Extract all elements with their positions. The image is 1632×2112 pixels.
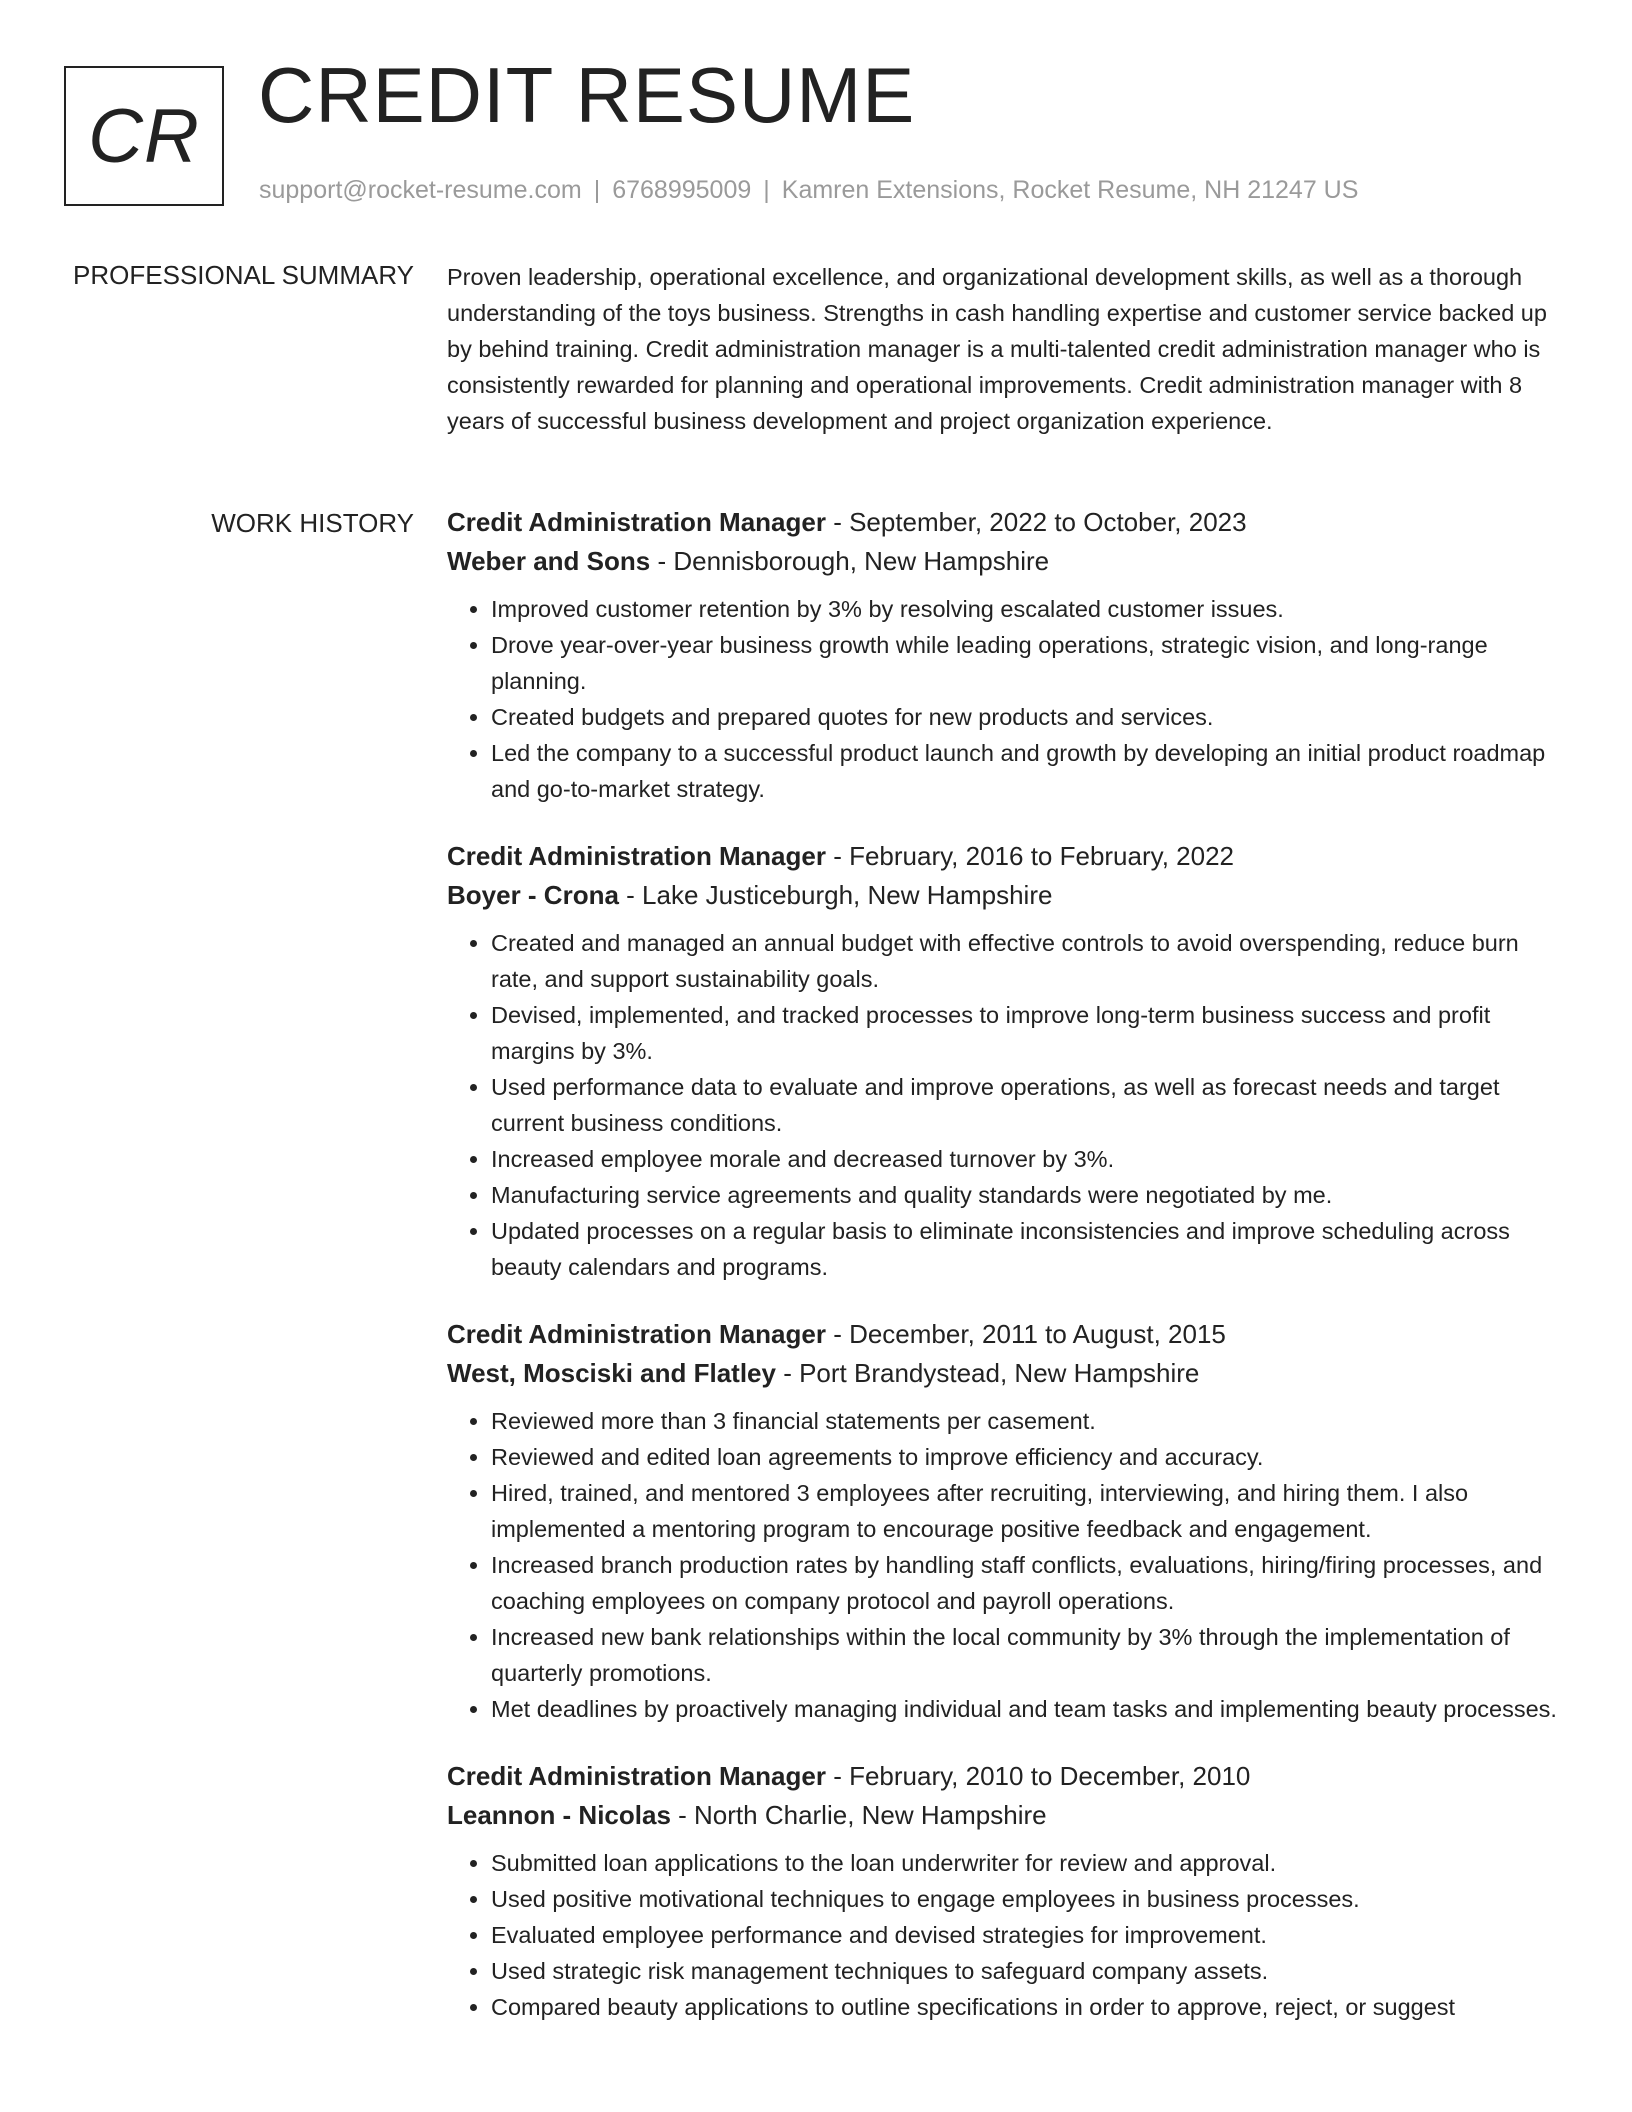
job-dates: - February, 2010 to December, 2010	[825, 1761, 1251, 1791]
job-bullet: • Reviewed more than 3 financial statements per casement.	[491, 1403, 1567, 1439]
contact-line	[259, 176, 1358, 205]
summary-heading: PROFESSIONAL SUMMARY	[73, 260, 414, 290]
resume-title: CREDIT RESUME	[258, 51, 916, 139]
job-bullet: • Compared beauty applications to outline specifications in order to approve, reject, or suggest	[491, 1989, 1567, 2025]
job-title: Credit Administration Manager	[447, 507, 826, 537]
job-company: Leannon - Nicolas	[447, 1800, 671, 1830]
job-entry	[447, 1757, 1567, 2025]
job-bullet-list	[447, 1845, 1567, 2025]
job-bullet: • Increased new bank relationships within the local community by 3% through the implementation of quarterly promotions.	[491, 1619, 1567, 1691]
job-bullet: • Updated processes on a regular basis to eliminate inconsistencies and improve scheduling across beauty calendars and programs.	[491, 1213, 1567, 1285]
job-location: - Lake Justiceburgh, New Hampshire	[618, 880, 1053, 910]
job-bullet: • Improved customer retention by 3% by resolving escalated customer issues.	[491, 591, 1567, 627]
job-entry	[447, 1315, 1567, 1727]
job-bullet: • Used positive motivational techniques to engage employees in business processes.	[491, 1881, 1567, 1917]
job-bullet: • Evaluated employee performance and devised strategies for improvement.	[491, 1917, 1567, 1953]
job-title: Credit Administration Manager	[447, 841, 826, 871]
job-dates: - December, 2011 to August, 2015	[825, 1319, 1226, 1349]
job-bullet-list	[447, 925, 1567, 1285]
job-company-line	[447, 1796, 1567, 1835]
job-title-line	[447, 1315, 1567, 1354]
job-bullet-list	[447, 1403, 1567, 1727]
job-company-line	[447, 876, 1567, 915]
job-bullet: • Reviewed and edited loan agreements to improve efficiency and accuracy.	[491, 1439, 1567, 1475]
contact-address: Kamren Extensions, Rocket Resume, NH 21247 US	[781, 176, 1359, 204]
contact-phone: 6768995009	[612, 176, 752, 204]
job-bullet: • Increased employee morale and decreased turnover by 3%.	[491, 1141, 1567, 1177]
contact-separator: |	[593, 176, 601, 204]
summary-section	[447, 259, 1567, 439]
job-bullet: • Drove year-over-year business growth while leading operations, strategic vision, and long-range planning.	[491, 627, 1567, 699]
work-history-heading: WORK HISTORY	[211, 508, 414, 538]
job-bullet: • Met deadlines by proactively managing individual and team tasks and implementing beauty processes.	[491, 1691, 1567, 1727]
job-bullet: • Increased branch production rates by handling staff conflicts, evaluations, hiring/firing processes, and coaching employees on company protocol and payroll operations.	[491, 1547, 1567, 1619]
job-bullet: • Hired, trained, and mentored 3 employees after recruiting, interviewing, and hiring them. I also implemented a mentoring program to encourage positive feedback and engagement.	[491, 1475, 1567, 1547]
job-entry	[447, 503, 1567, 807]
monogram-logo: CR	[64, 66, 224, 206]
job-dates: - February, 2016 to February, 2022	[825, 841, 1234, 871]
job-bullet: • Devised, implemented, and tracked processes to improve long-term business success and profit margins by 3%.	[491, 997, 1567, 1069]
job-company-line	[447, 1354, 1567, 1393]
job-company-line	[447, 542, 1567, 581]
contact-email: support@rocket-resume.com	[259, 176, 582, 204]
job-company: Weber and Sons	[447, 546, 651, 576]
job-company: West, Mosciski and Flatley	[447, 1358, 776, 1388]
job-bullet: • Used strategic risk management techniques to safeguard company assets.	[491, 1953, 1567, 1989]
job-entry	[447, 837, 1567, 1285]
job-bullet: • Manufacturing service agreements and quality standards were negotiated by me.	[491, 1177, 1567, 1213]
work-history-section	[447, 503, 1567, 2055]
job-title-line	[447, 503, 1567, 542]
job-title: Credit Administration Manager	[447, 1319, 826, 1349]
job-dates: - September, 2022 to October, 2023	[825, 507, 1247, 537]
job-title-line	[447, 837, 1567, 876]
job-bullet: • Submitted loan applications to the loan underwriter for review and approval.	[491, 1845, 1567, 1881]
job-bullet: • Created budgets and prepared quotes for new products and services.	[491, 699, 1567, 735]
job-bullet: • Used performance data to evaluate and improve operations, as well as forecast needs and target current business conditions.	[491, 1069, 1567, 1141]
job-bullet: • Led the company to a successful product launch and growth by developing an initial product roadmap and go-to-market strategy.	[491, 735, 1567, 807]
job-location: - Dennisborough, New Hampshire	[650, 546, 1050, 576]
job-location: - Port Brandystead, New Hampshire	[775, 1358, 1200, 1388]
summary-text: Proven leadership, operational excellence, and organizational development skills, as well as a thorough understanding of the toys business. Strengths in cash handling expertise and customer service backed up by behind training. Credit administration manager is a multi-talented credit administration manager who is consistently rewarded for planning and operational improvements. Credit administration manager with 8 years of successful business development and project organization experience.	[447, 264, 1547, 434]
contact-separator: |	[763, 176, 770, 204]
job-bullet: • Created and managed an annual budget with effective controls to avoid overspending, reduce burn rate, and support sustainability goals.	[491, 925, 1567, 997]
job-title-line	[447, 1757, 1567, 1796]
job-company: Boyer - Crona	[447, 880, 619, 910]
job-bullet-list	[447, 591, 1567, 807]
job-title: Credit Administration Manager	[447, 1761, 826, 1791]
job-location: - North Charlie, New Hampshire	[670, 1800, 1047, 1830]
